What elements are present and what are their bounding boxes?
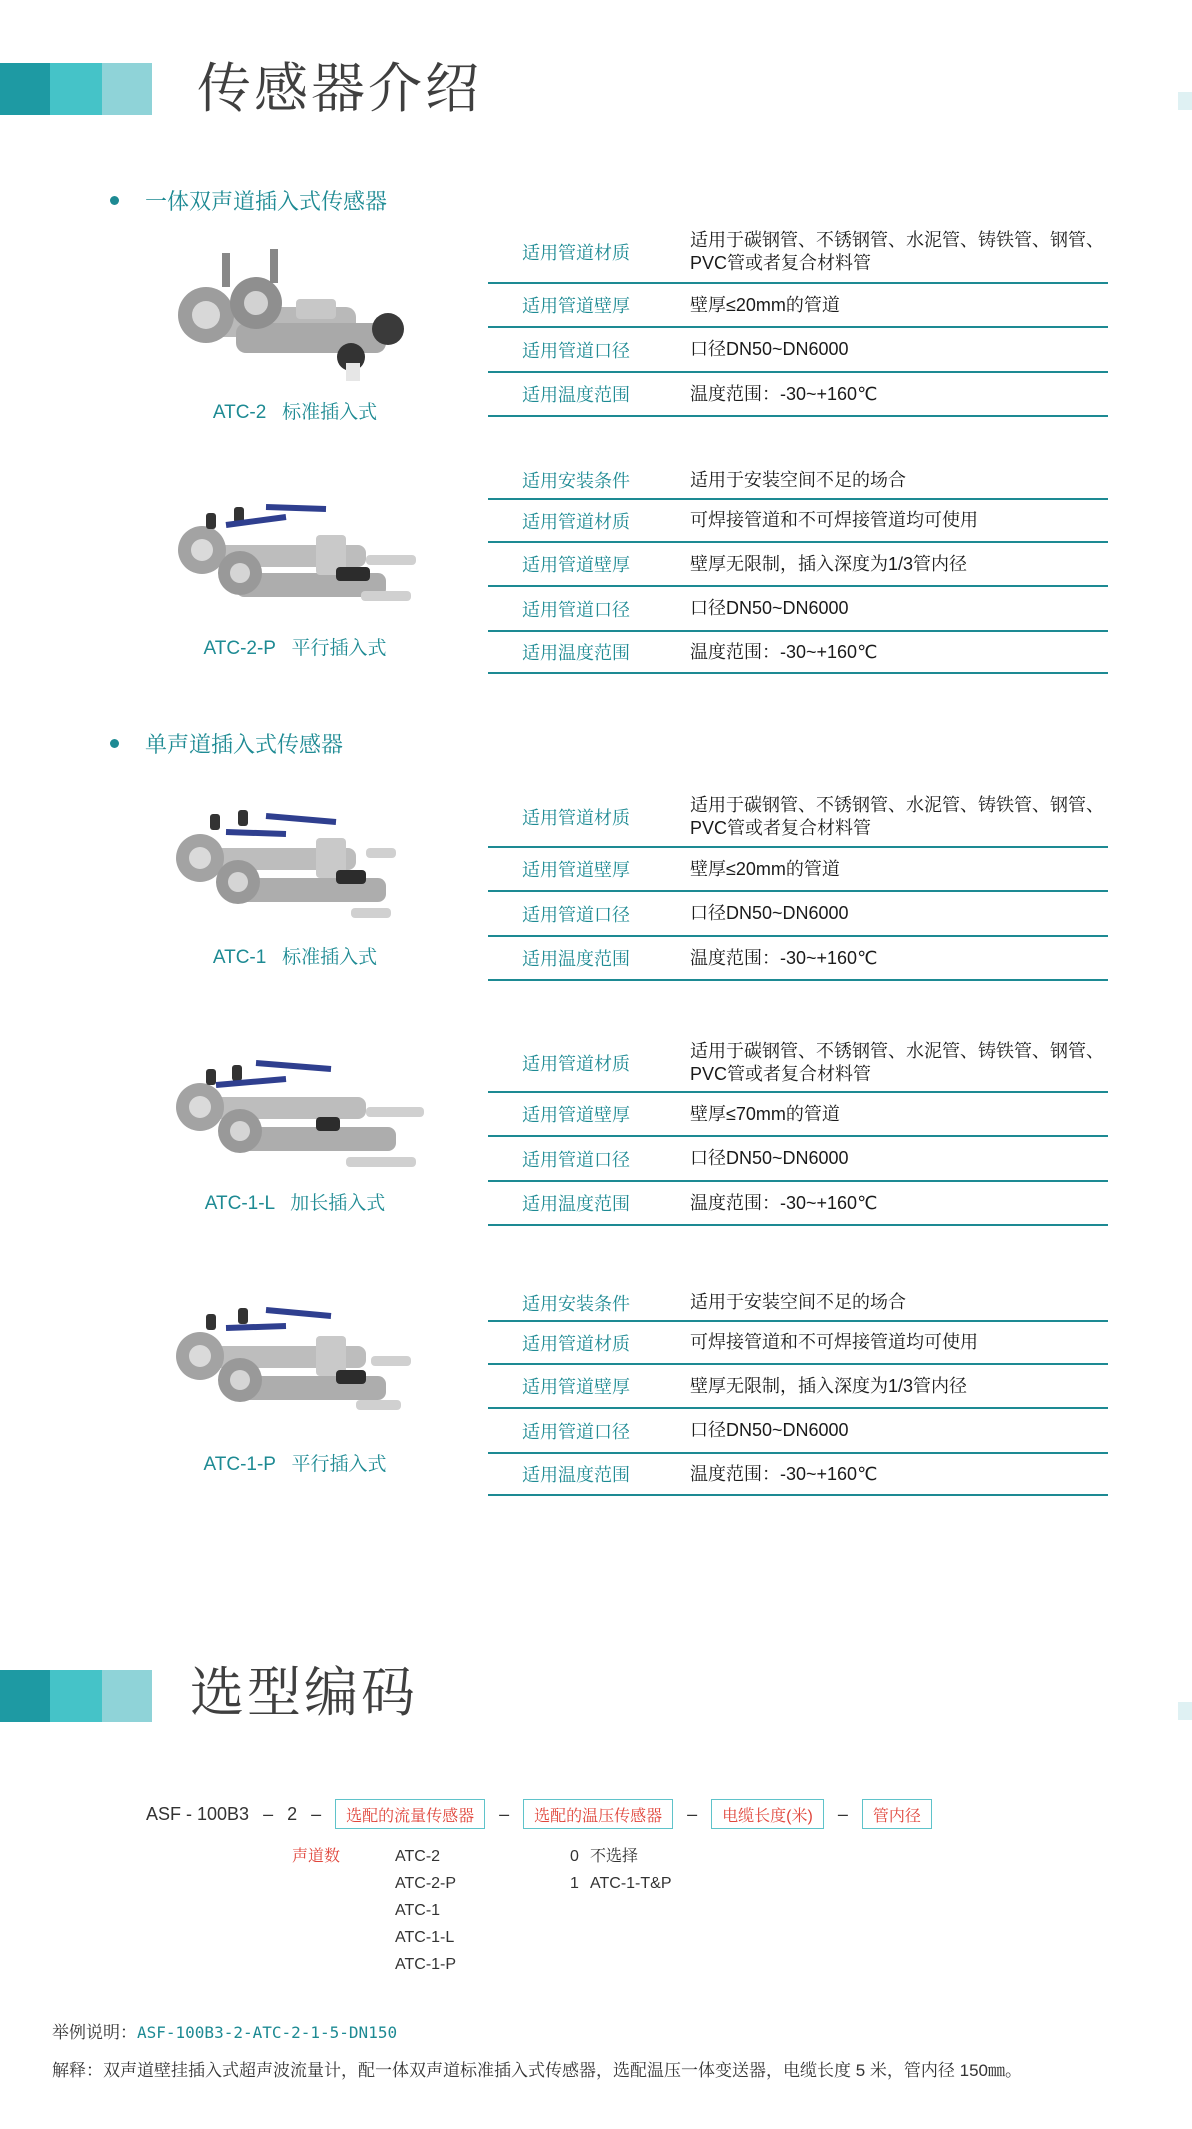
spec-row: [488, 1322, 1108, 1365]
spec-label: 适用管道壁厚: [522, 1377, 630, 1397]
spec-label: 适用管道口径: [522, 904, 630, 925]
spec-value: 口径DN50~DN6000: [690, 903, 849, 923]
group-heading-label: 单声道插入式传感器: [145, 732, 344, 757]
code-box-cable: 电缆长度(米): [711, 1799, 824, 1829]
spec-label: 适用管道口径: [522, 1421, 630, 1442]
section-header-bar: [0, 1670, 152, 1722]
spec-row: [488, 1182, 1108, 1226]
section-title-intro: 传感器介绍: [197, 57, 482, 120]
spec-label: 适用管道材质: [522, 243, 630, 263]
explain-text: 双声道壁挂插入式超声波流量计，配一体双声道标准插入式传感器，选配温压一体变送器，电缆长度 5 米，管内径 150㎜。: [103, 2061, 1022, 2080]
spec-label: 适用安装条件: [522, 1293, 630, 1314]
bullet-dot: [110, 196, 119, 205]
group-heading-single: [110, 728, 343, 759]
spec-row: [488, 373, 1108, 417]
code-dash: –: [687, 1803, 698, 1824]
spec-table: [488, 462, 1108, 674]
spec-row: [488, 632, 1108, 674]
temp-option: 1 ATC-1-T&P: [570, 1875, 672, 1892]
flow-option: ATC-2: [395, 1848, 441, 1865]
spec-table: [488, 1035, 1108, 1226]
spec-label: 适用管道壁厚: [522, 1105, 630, 1125]
spec-row: [488, 1137, 1108, 1182]
flow-option: ATC-1: [395, 1902, 441, 1919]
spec-value: 壁厚≤20mm的管道: [690, 294, 840, 315]
spec-row: [488, 587, 1108, 632]
code-box-pipe: 管内径: [862, 1799, 932, 1829]
spec-label: 适用安装条件: [522, 471, 630, 491]
sensor-image: [166, 1300, 426, 1440]
spec-table: [488, 1285, 1108, 1496]
spec-value: 口径DN50~DN6000: [690, 598, 849, 618]
code-box-flow-sensor: 选配的流量传感器: [335, 1799, 485, 1829]
spec-value: 口径DN50~DN6000: [690, 339, 849, 359]
example-line: [52, 2018, 397, 2043]
spec-label: 适用管道壁厚: [522, 860, 630, 880]
sensor-image: [166, 808, 426, 948]
spec-value: 壁厚无限制，插入深度为1/3管内径: [690, 553, 968, 574]
code-dash: –: [263, 1803, 274, 1824]
group-heading-dual: [110, 185, 387, 216]
spec-row: [488, 1093, 1108, 1137]
spec-row: [488, 1454, 1108, 1496]
spec-table: [488, 222, 1108, 417]
code-dash: –: [311, 1803, 322, 1824]
spec-value: 口径DN50~DN6000: [690, 1420, 849, 1440]
bullet-dot: [110, 739, 119, 748]
spec-row: [488, 1409, 1108, 1454]
spec-row: [488, 328, 1108, 373]
example-label: 举例说明：: [52, 2023, 137, 2042]
flow-option: ATC-1-L: [395, 1929, 455, 1946]
spec-value: 壁厚≤70mm的管道: [690, 1103, 840, 1124]
spec-label: 适用温度范围: [522, 1194, 630, 1214]
spec-label: 适用管道材质: [522, 1333, 630, 1354]
spec-label: 适用管道口径: [522, 1149, 630, 1170]
spec-value: 适用于碳钢管、不锈钢管、水泥管、铸铁管、钢管、PVC管或者复合材料管: [690, 1041, 1104, 1084]
spec-value: 可焊接管道和不可焊接管道均可使用: [690, 1332, 978, 1352]
spec-value: 适用于安装空间不足的场合: [690, 469, 906, 490]
spec-row: [488, 848, 1108, 892]
spec-row: [488, 222, 1108, 284]
spec-row: [488, 892, 1108, 937]
spec-label: 适用管道材质: [522, 511, 630, 532]
spec-label: 适用管道材质: [522, 808, 630, 828]
spec-label: 适用温度范围: [522, 1465, 630, 1485]
code-formula: [146, 1799, 932, 1829]
spec-label: 适用温度范围: [522, 385, 630, 405]
spec-value: 适用于碳钢管、不锈钢管、水泥管、铸铁管、钢管、PVC管或者复合材料管: [690, 795, 1104, 838]
spec-value: 温度范围：-30~+160℃: [690, 1192, 878, 1213]
spec-value: 壁厚无限制，插入深度为1/3管内径: [690, 1375, 968, 1396]
group-heading-label: 一体双声道插入式传感器: [145, 189, 388, 214]
spec-label: 适用管道壁厚: [522, 296, 630, 316]
channels-label: 声道数: [292, 1848, 341, 1865]
explain-label: 解释：: [52, 2061, 103, 2080]
spec-label: 适用管道口径: [522, 340, 630, 361]
spec-value: 温度范围：-30~+160℃: [690, 641, 878, 662]
spec-row: [488, 1285, 1108, 1322]
section-title-code: 选型编码: [190, 1661, 418, 1724]
side-mark: [1178, 92, 1192, 110]
code-dash: –: [499, 1803, 510, 1824]
side-mark: [1178, 1702, 1192, 1720]
spec-table: [488, 788, 1108, 981]
spec-value: 可焊接管道和不可焊接管道均可使用: [690, 510, 978, 530]
code-box-temp-sensor: 选配的温压传感器: [523, 1799, 673, 1829]
flow-options-list: [395, 1843, 456, 1978]
spec-value: 温度范围：-30~+160℃: [690, 1463, 878, 1484]
product-caption: ATC-1-L 加长插入式: [204, 1193, 386, 1214]
spec-label: 适用管道口径: [522, 599, 630, 620]
temp-options-list: [570, 1843, 671, 1897]
product-caption: ATC-2 标准插入式: [212, 402, 378, 423]
code-dash: –: [837, 1803, 848, 1824]
flow-option: ATC-1-P: [395, 1956, 457, 1973]
spec-value: 壁厚≤20mm的管道: [690, 858, 840, 879]
code-model: ASF - 100B3: [146, 1803, 250, 1824]
section-header-bar: [0, 63, 152, 115]
spec-row: [488, 1035, 1108, 1093]
spec-row: [488, 543, 1108, 587]
spec-value: 口径DN50~DN6000: [690, 1148, 849, 1168]
spec-row: [488, 284, 1108, 328]
spec-row: [488, 937, 1108, 981]
spec-value: 适用于碳钢管、不锈钢管、水泥管、铸铁管、钢管、PVC管或者复合材料管: [690, 230, 1104, 273]
code-channels: 2: [287, 1803, 298, 1824]
temp-option: 0 不选择: [570, 1848, 639, 1865]
spec-value: 温度范围：-30~+160℃: [690, 383, 878, 404]
product-caption: ATC-2-P 平行插入式: [203, 638, 387, 659]
product-caption: ATC-1-P 平行插入式: [203, 1454, 387, 1475]
spec-label: 适用温度范围: [522, 949, 630, 969]
explain-line: [52, 2056, 1022, 2081]
spec-label: 适用管道材质: [522, 1054, 630, 1074]
sensor-image: [166, 245, 426, 385]
flow-option: ATC-2-P: [395, 1875, 457, 1892]
spec-row: [488, 500, 1108, 543]
product-caption: ATC-1 标准插入式: [212, 947, 378, 968]
example-code: ASF-100B3-2-ATC-2-1-5-DN150: [137, 2023, 398, 2042]
spec-row: [488, 788, 1108, 848]
spec-value: 温度范围：-30~+160℃: [690, 947, 878, 968]
spec-label: 适用温度范围: [522, 643, 630, 663]
spec-label: 适用管道壁厚: [522, 555, 630, 575]
spec-row: [488, 462, 1108, 500]
sensor-image: [166, 495, 426, 635]
spec-row: [488, 1365, 1108, 1409]
sensor-image: [166, 1055, 426, 1195]
spec-value: 适用于安装空间不足的场合: [690, 1292, 906, 1312]
